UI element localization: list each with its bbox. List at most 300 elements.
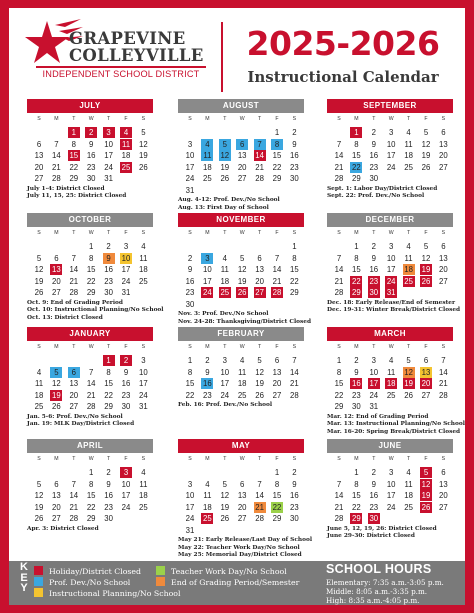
calendar-day: 14 [439,367,448,377]
calendar-day: 21 [255,162,264,172]
calendar-day: 13 [421,367,431,377]
hours-middle: Middle: 8:05 a.m.-3:35 p.m. [326,587,428,596]
calendar-day: 22 [86,502,96,512]
calendar-day: 16 [121,379,131,388]
weekday-label: T [72,116,76,122]
calendar-day: 6 [423,356,429,365]
key-label [17,562,31,594]
weekday-label: F [124,344,128,350]
note-line: Mar. 13: Instructional Planning/No School [327,421,465,428]
month-notes [178,311,311,326]
weekday-label: T [107,230,111,236]
calendar-day: 25 [139,502,148,512]
calendar-day: 19 [237,276,247,286]
note-line: Oct. 9: End of Grading Period [27,299,123,306]
month-notes [178,402,272,410]
calendar-day: 27 [34,174,44,183]
weekday-label: M [205,230,210,236]
note-line: Oct. 13: District Closed [27,314,103,321]
calendar-day: 3 [120,467,132,478]
weekday-label: T [407,344,411,350]
calendar-day: 4 [406,242,411,251]
calendar-day: 6 [274,356,280,365]
calendar-day: 1 [89,468,94,477]
calendar-day: 24 [386,276,396,286]
calendar-day: 6 [54,253,59,263]
weekday-label: S [292,344,297,350]
calendar-day: 2 [205,356,210,365]
calendar-day: 10 [121,479,131,489]
calendar-day: 21 [255,502,264,512]
calendar-day: 22 [104,390,113,400]
calendar-day: 16 [369,265,379,274]
calendar-day: 26 [34,514,44,523]
calendar-day: 18 [404,151,413,160]
calendar-day: 27 [439,276,448,286]
calendar-day: 10 [185,151,195,160]
weekday-label: W [239,456,245,462]
calendar-day: 27 [421,390,431,400]
calendar-day: 25 [237,390,247,400]
calendar-day: 23 [121,390,131,400]
weekday-label: F [424,116,428,122]
calendar-day: 5 [406,356,411,365]
month-notes [27,414,134,429]
calendar-day: 8 [271,139,283,150]
calendar-day: 16 [290,151,299,160]
calendar-day: 15 [104,379,113,388]
weekday-label: F [124,116,128,122]
calendar-day: 28 [334,514,344,523]
calendar-day: 13 [439,253,448,263]
calendar-day: 2 [292,468,297,477]
weekday-label: F [275,456,279,462]
weekday-label: S [141,116,146,122]
calendar-day: 18 [220,276,230,286]
calendar-day: 9 [371,253,376,263]
calendar-day: 6 [54,479,59,489]
weekday-label: T [258,116,262,122]
calendar-day: 22 [185,390,195,400]
weekday-label: T [107,116,111,122]
month-header: NOVEMBER [178,213,304,227]
calendar-day: 21 [439,379,448,388]
calendar-day: 20 [237,502,247,512]
calendar-day: 12 [52,379,61,388]
calendar-day: 24 [220,390,230,400]
calendar-day: 17 [386,491,396,500]
note-line: Mar. 16-20: Spring Break/District Closed [327,428,461,435]
calendar-day: 3 [371,356,376,365]
note-line: May 25: Memorial Day/District Closed [178,552,302,559]
weekday-label: S [337,344,341,350]
district-name-line2: COLLEYVILLE [69,46,204,65]
calendar-day: 28 [334,288,344,297]
weekday-label: T [372,456,376,462]
weekday-label: S [292,230,297,236]
month-header: DECEMBER [327,213,453,227]
calendar-day: 14 [255,151,264,160]
calendar-day: 21 [290,379,299,388]
note-line: Nov. 24-28: Thanksgiving/District Closed [178,318,312,325]
calendar-day: 21 [334,502,344,512]
month-january [27,327,153,411]
calendar-day: 30 [185,299,195,309]
calendar-day: 18 [139,265,148,274]
calendar-day: 9 [123,367,129,377]
calendar-day: 22 [69,162,79,172]
calendar-day: 23 [203,390,212,400]
key-swatch [34,566,43,575]
weekday-label: T [107,344,111,350]
calendar-day: 27 [255,288,264,297]
calendar-day: 20 [272,379,282,388]
calendar-day: 29 [104,402,113,411]
weekday-label: W [388,456,394,462]
calendar-day: 15 [86,265,96,274]
calendar-day: 4 [201,139,213,150]
month-december [327,213,453,297]
calendar-day: 29 [352,174,361,183]
calendar-day: 29 [352,288,361,297]
calendar-day: 16 [185,276,195,286]
calendar-day: 2 [120,355,132,366]
calendar-day: 28 [255,174,264,183]
calendar-day: 24 [203,288,212,297]
calendar-day: 16 [104,265,113,274]
calendar-day: 11 [203,151,212,160]
calendar-day: 9 [292,479,297,489]
calendar-day: 19 [421,151,431,160]
month-header: MAY [178,439,304,453]
calendar-day: 2 [292,128,297,137]
key-item [156,566,287,576]
calendar-day: 7 [71,253,76,263]
weekday-label: T [107,456,111,462]
calendar-day: 1 [187,356,193,365]
month-notes [327,526,437,541]
calendar-day: 24 [185,174,195,183]
weekday-label: S [337,116,341,122]
calendar-day: 6 [68,367,80,378]
calendar-day: 4 [406,468,411,477]
weekday-label: T [372,116,376,122]
calendar-day: 1 [274,128,280,137]
calendar-day: 24 [121,276,131,286]
key-label-text: Teacher Work Day/No School [171,567,287,576]
calendar-day: 19 [421,491,431,500]
key-swatch [156,566,165,575]
calendar-day: 27 [52,288,61,297]
calendar-day: 11 [139,479,148,489]
weekday-label: T [372,344,376,350]
weekday-label: F [124,456,128,462]
weekday-label: T [258,456,262,462]
weekday-label: F [424,456,428,462]
calendar-day: 23 [369,276,379,286]
calendar-day: 17 [185,162,195,172]
calendar-day: 3 [201,253,213,264]
calendar-day: 16 [104,491,113,500]
note-line: Aug. 4-12: Prof. Dev./No School [178,197,280,203]
month-notes [178,537,312,560]
calendar-day: 11 [404,479,413,489]
calendar-day: 6 [236,139,248,150]
weekday-label: T [258,344,262,350]
calendar-day: 10 [369,367,379,377]
note-line: Oct. 10: Instructional Planning/No School [27,307,164,314]
hours-high: High: 8:35 a.m.-4:05 p.m. [326,596,420,605]
calendar-day: 14 [334,265,344,274]
weekday-label: F [275,230,279,236]
calendar-day: 12 [139,139,148,149]
calendar-day: 10 [220,367,230,377]
month-notes [327,300,460,315]
calendar-day: 6 [36,139,42,149]
key-label-text: Prof. Dev./No School [49,578,131,587]
calendar-day: 6 [441,468,446,477]
calendar-day: 31 [104,174,113,183]
calendar-day: 15 [334,379,344,388]
hours-elementary: Elementary: 7:35 a.m.-3:05 p.m. [326,578,444,587]
key-label-text: End of Grading Period/Semester [171,578,300,587]
calendar-day: 2 [354,356,359,365]
calendar-day: 3 [141,356,146,365]
calendar-day: 22 [272,502,282,512]
note-line: May 21: Early Release/Last Day of School [178,537,313,543]
weekday-label: W [388,344,394,350]
month-header: JANUARY [27,327,153,341]
calendar-day: 21 [52,162,61,172]
note-line: Jan. 5-6: Prof. Dev./No School [27,413,123,420]
calendar-day: 13 [439,139,448,149]
calendar-day: 11 [139,253,148,263]
weekday-label: M [354,230,359,236]
calendar-day: 13 [439,479,448,489]
calendar-day: 17 [121,265,131,274]
calendar-day: 9 [371,479,376,489]
calendar-day: 28 [290,390,299,400]
note-line: Dec. 18: Early Release/End of Semester [327,299,456,306]
calendar-day: 8 [89,253,94,263]
calendar-day: 11 [387,367,396,377]
calendar-day: 10 [203,265,212,274]
calendar-day: 20 [237,162,247,172]
weekday-label: T [372,230,376,236]
weekday-label: S [141,456,146,462]
weekday-label: M [205,344,210,350]
weekday-label: S [292,116,297,122]
calendar-title: Instructional Calendar [247,68,439,86]
calendar-day: 4 [222,253,227,263]
calendar-day: 7 [336,139,342,149]
calendar-day: 5 [240,253,245,263]
calendar-day: 19 [404,379,413,388]
calendar-day: 12 [421,479,431,489]
calendar-day: 17 [369,379,379,388]
weekday-label: S [337,456,341,462]
calendar-day: 15 [272,491,282,500]
calendar-day: 25 [203,174,212,183]
calendar-day: 7 [336,479,342,489]
calendar-day: 10 [139,367,148,377]
calendar-day: 9 [292,139,297,149]
calendar-day: 5 [141,128,146,137]
weekday-label: S [188,456,192,462]
calendar-day: 15 [290,265,299,274]
calendar-day: 30 [369,174,379,183]
calendar-day: 16 [290,491,299,500]
note-line: Jan. 19: MLK Day/District Closed [27,421,135,428]
calendar-day: 11 [238,367,247,377]
calendar-day: 4 [36,367,42,377]
calendar-day: 23 [104,276,113,286]
key-item [34,588,181,598]
weekday-label: S [37,230,41,236]
calendar-day: 14 [334,491,344,500]
calendar-day: 16 [203,379,212,388]
calendar-day: 29 [352,514,361,523]
calendar-day: 13 [237,151,247,160]
calendar-day: 13 [52,491,61,500]
calendar-day: 28 [69,514,79,523]
calendar-day: 2 [371,242,376,251]
calendar-day: 14 [255,491,264,500]
calendar-day: 22 [352,276,361,286]
calendar-day: 2 [371,468,376,477]
note-line: Apr. 3: District Closed [27,525,99,532]
calendar-day: 7 [71,479,76,489]
calendar-day: 1 [274,468,280,477]
calendar-day: 19 [220,162,230,172]
weekday-label: M [54,456,59,462]
calendar-day: 3 [103,127,115,138]
month-header: AUGUST [178,99,304,113]
calendar-day: 14 [52,151,61,160]
calendar-day: 3 [187,139,193,149]
calendar-day: 23 [369,162,379,172]
key-label-text: Holiday/District Closed [49,567,141,576]
calendar-day: 4 [205,479,210,489]
calendar-day: 26 [421,502,431,512]
month-notes [327,414,465,437]
calendar-day: 17 [139,379,148,388]
calendar-day: 21 [334,162,344,172]
month-header: JUNE [327,439,453,453]
calendar-day: 7 [292,356,297,365]
calendar-day: 10 [104,139,113,149]
weekday-label: S [141,230,146,236]
calendar-day: 22 [272,162,282,172]
calendar-day: 18 [237,379,247,388]
calendar-day: 9 [187,265,193,274]
calendar-day: 2 [371,128,376,137]
calendar-day: 15 [352,151,361,160]
calendar-day: 23 [185,288,195,297]
key-letter: Y [20,582,28,594]
calendar-day: 2 [106,468,111,477]
calendar-day: 13 [272,367,282,377]
calendar-day: 19 [34,276,44,286]
calendar-day: 8 [106,367,111,377]
calendar-day: 24 [121,502,131,512]
calendar-day: 19 [421,265,431,274]
calendar-day: 26 [52,402,61,411]
weekday-label: S [292,456,297,462]
weekday-label: T [72,344,76,350]
calendar-day: 31 [121,288,131,297]
calendar-day: 26 [237,288,247,297]
weekday-label: F [424,230,428,236]
weekday-label: S [141,344,146,350]
calendar-day: 1 [350,127,362,138]
calendar-day: 25 [220,288,230,297]
calendar-day: 5 [219,139,231,150]
calendar-day: 8 [292,253,297,263]
weekday-label: T [72,230,76,236]
calendar-day: 24 [386,162,396,172]
calendar-day: 25 [121,162,131,172]
calendar-day: 3 [389,468,394,477]
calendar-day: 30 [369,514,379,523]
calendar-day: 17 [386,265,396,274]
month-april [27,439,153,523]
weekday-label: T [223,344,227,350]
calendar-day: 9 [106,479,111,489]
calendar-day: 31 [369,402,379,411]
month-notes [27,300,164,323]
calendar-sheet [9,8,465,605]
calendar-day: 30 [290,514,299,523]
calendar-day: 30 [121,402,131,411]
key-item [34,566,141,576]
calendar-day: 13 [255,265,264,274]
calendar-day: 7 [54,139,59,149]
calendar-day: 4 [120,127,132,138]
month-header: MARCH [327,327,453,341]
calendar-day: 18 [121,151,131,160]
calendar-day: 13 [237,491,247,500]
calendar-day: 29 [272,174,282,183]
calendar-day: 1 [354,242,359,251]
calendar-day: 9 [103,253,115,264]
calendar-day: 25 [139,276,148,286]
calendar-day: 27 [69,402,79,411]
calendar-day: 23 [290,162,299,172]
calendar-day: 30 [352,402,361,411]
weekday-label: S [37,456,41,462]
calendar-day: 4 [406,128,411,137]
weekday-label: T [223,230,227,236]
calendar-day: 31 [386,288,396,297]
calendar-day: 21 [69,502,79,512]
district-name-line1: GRAPEVINE [69,29,186,48]
calendar-day: 8 [354,479,359,489]
calendar-day: 1 [103,355,115,366]
calendar-day: 26 [34,288,44,297]
calendar-day: 14 [272,265,282,274]
weekday-label: M [354,456,359,462]
note-line: Dec. 19-31: Winter Break/District Closed [327,307,461,314]
weekday-label: T [407,456,411,462]
key-letter: K [20,561,28,573]
weekday-label: W [88,230,94,236]
weekday-label: W [388,230,394,236]
calendar-day: 13 [69,379,79,388]
calendar-day: 3 [187,479,193,489]
calendar-day: 12 [421,139,431,149]
weekday-label: M [354,344,359,350]
